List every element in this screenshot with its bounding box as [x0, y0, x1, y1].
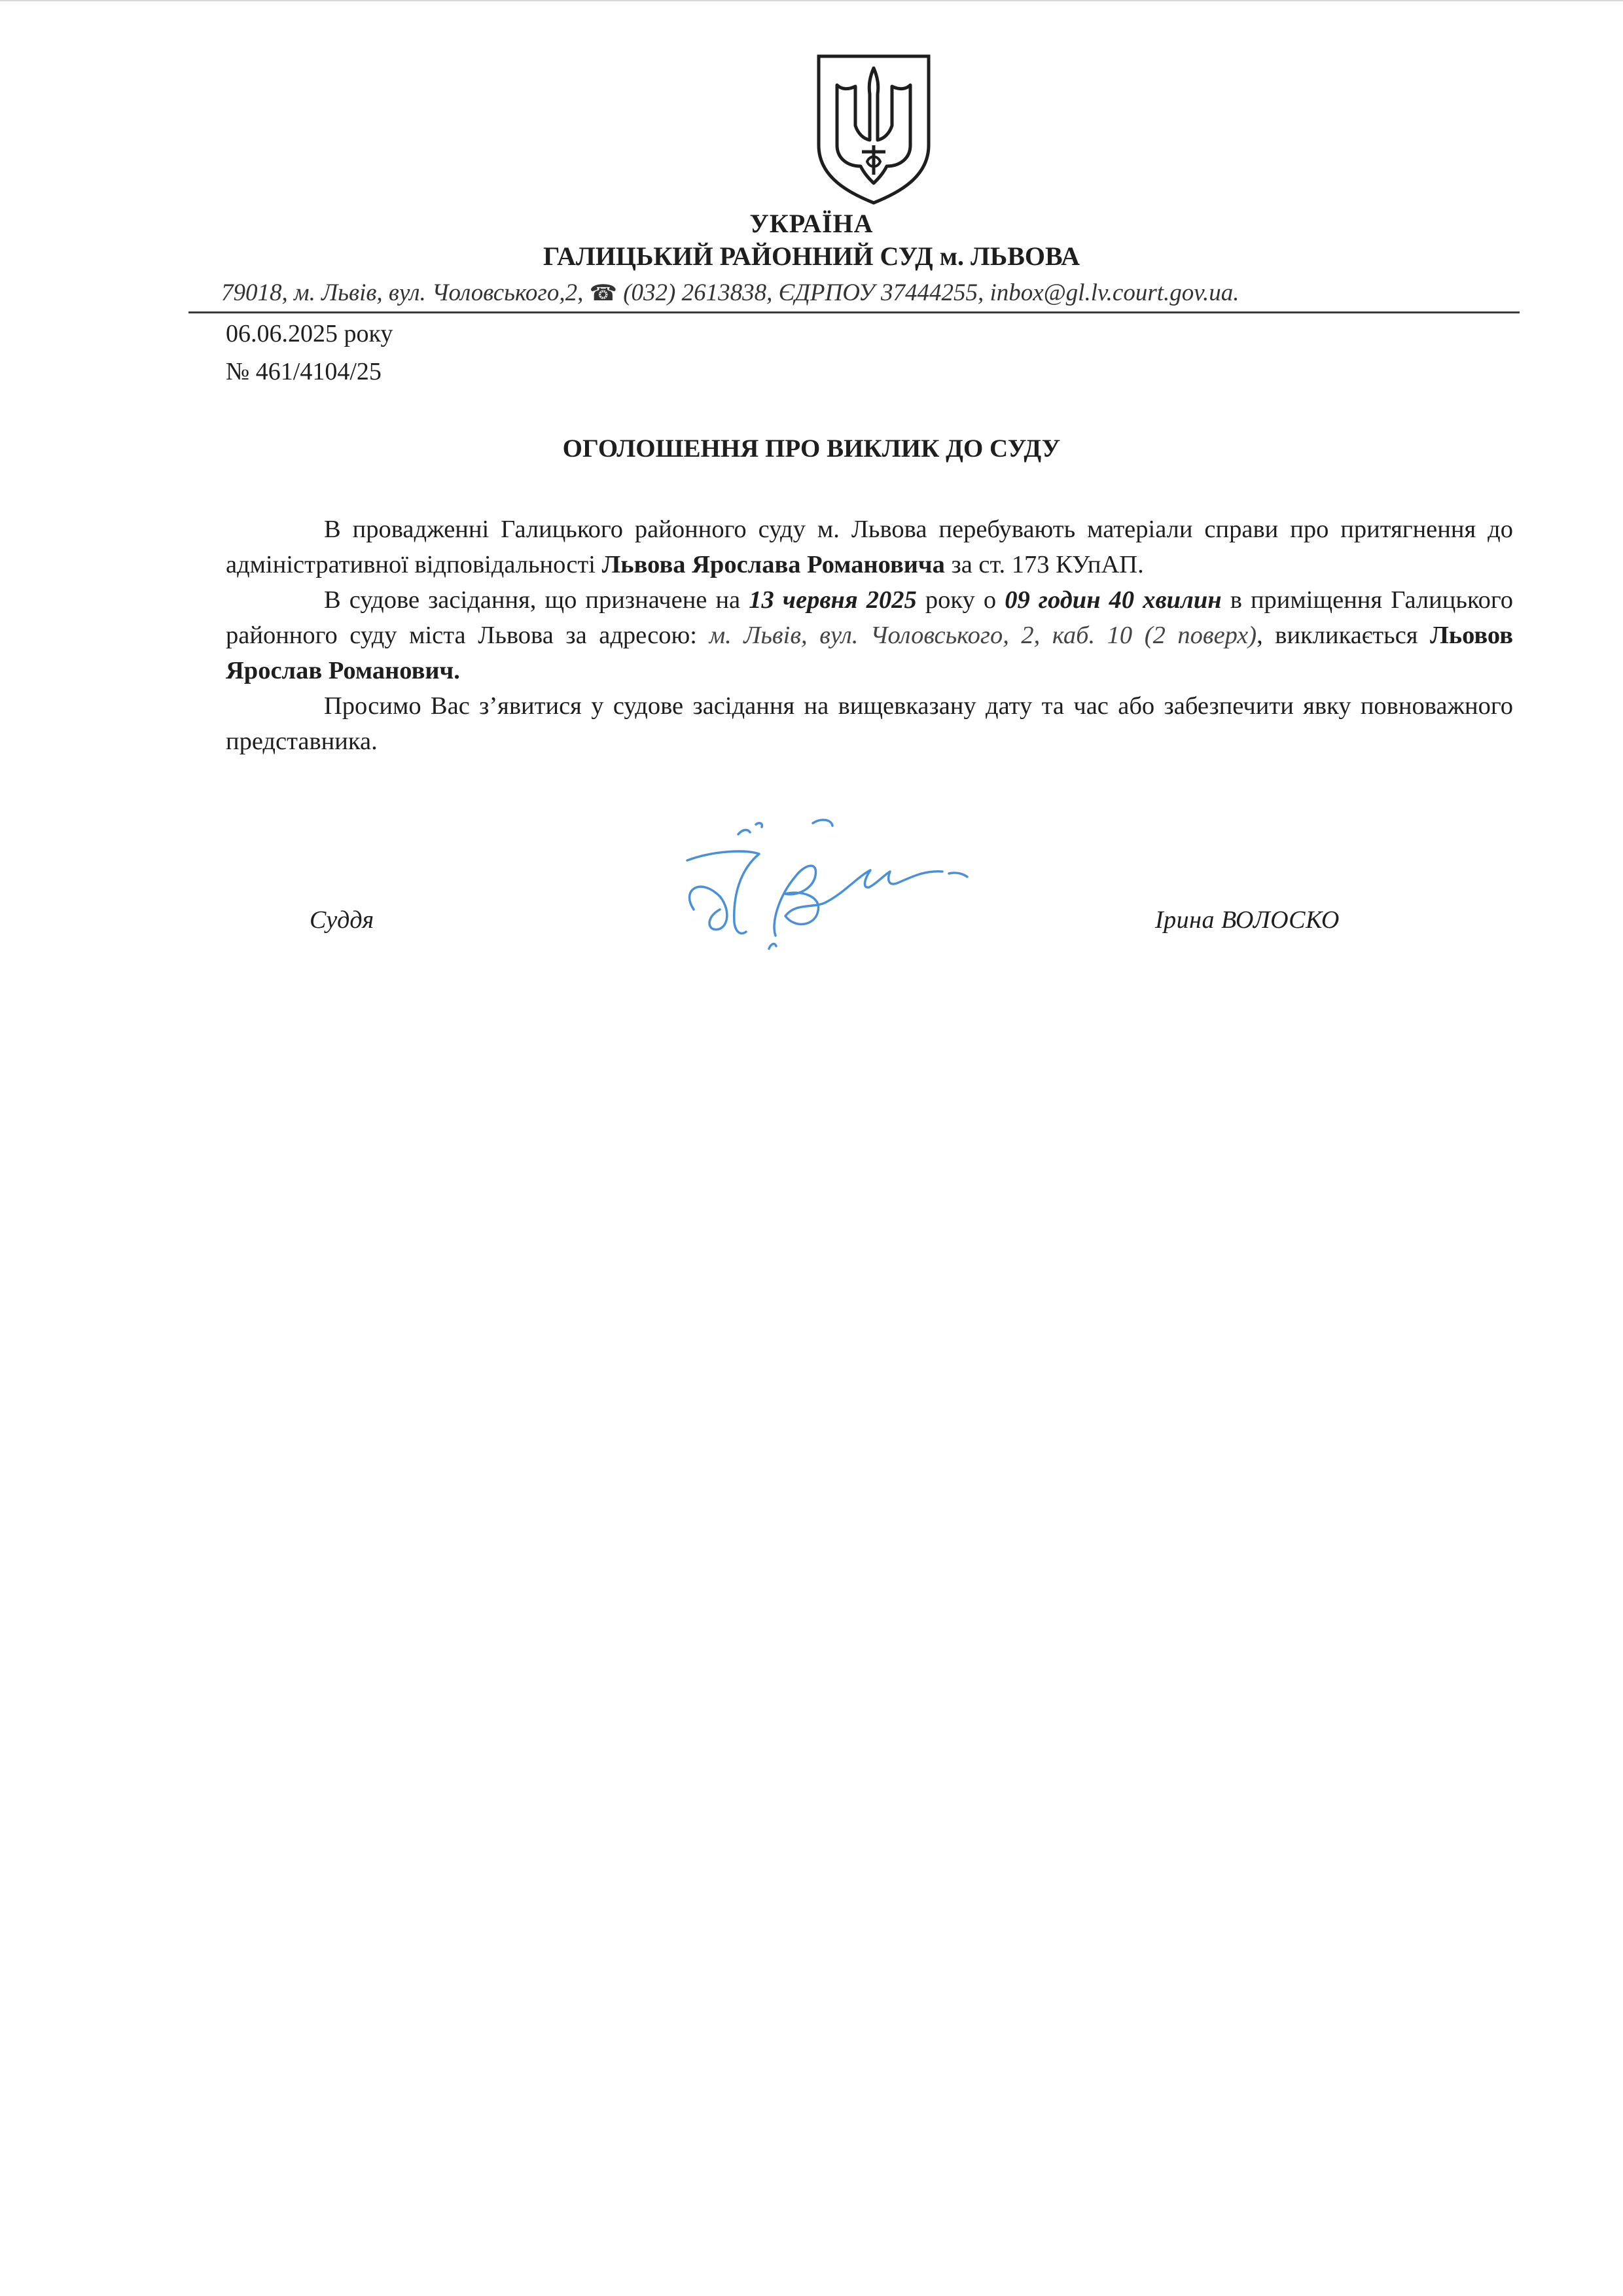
scan-edge-line — [0, 0, 1623, 1]
handwritten-signature — [661, 798, 1027, 955]
hearing-date: 13 червня 2025 — [749, 586, 917, 614]
hearing-address: м. Львів, вул. Чоловського, 2, каб. 10 (2 поверх) — [709, 622, 1257, 649]
document-date: 06.06.2025 року — [226, 320, 393, 347]
p1-text-end: за ст. 173 КУпАП. — [944, 551, 1144, 578]
contacts-address: 79018, м. Львів, вул. Чоловського,2, — [221, 279, 590, 306]
phone-icon: ☎ — [589, 281, 617, 306]
summoned-person: Льовов Ярослав Романович. — [226, 622, 1514, 684]
p2-text-start: В судове засідання, що призначене на — [324, 586, 749, 614]
judge-role: Суддя — [310, 906, 374, 934]
contacts-phone-details: (032) 2613838, ЄДРПОУ 37444255, inbox@gl.lv.court.gov.ua. — [616, 279, 1240, 306]
hearing-time: 09 годин 40 хвилин — [1005, 586, 1222, 614]
coat-of-arms-icon — [815, 54, 933, 205]
p2-text-location: в приміщення Галицького районного суду міста Львова за адресою: — [226, 586, 1513, 649]
paragraph-1 — [226, 512, 1513, 582]
defendant-name: Львова Ярослава Романовича — [601, 551, 945, 578]
p1-text-start: В провадженні Галицького районного суду м. Львова перебувають матеріали справи про притягнення до адміністративної відповідальності — [226, 516, 1513, 578]
country-name: УКРАЇНА — [749, 209, 874, 238]
p2-text-year: року о — [916, 586, 1005, 614]
paragraph-2 — [226, 582, 1513, 688]
document-title: ОГОЛОШЕННЯ ПРО ВИКЛИК ДО СУДУ — [562, 434, 1061, 463]
judge-name: Ірина ВОЛОСКО — [1155, 906, 1340, 934]
document-body — [226, 512, 1513, 759]
header-divider — [188, 311, 1520, 313]
p2-text-summoned: , викликається — [1257, 622, 1431, 649]
court-contacts — [221, 277, 1478, 309]
case-number: № 461/4104/25 — [226, 358, 382, 385]
court-name: ГАЛИЦЬКИЙ РАЙОННИЙ СУД м. ЛЬВОВА — [543, 241, 1080, 271]
paragraph-3: Просимо Вас з’явитися у судове засідання на вищевказану дату та час або забезпечити явку повноважного представника. — [226, 692, 1513, 755]
